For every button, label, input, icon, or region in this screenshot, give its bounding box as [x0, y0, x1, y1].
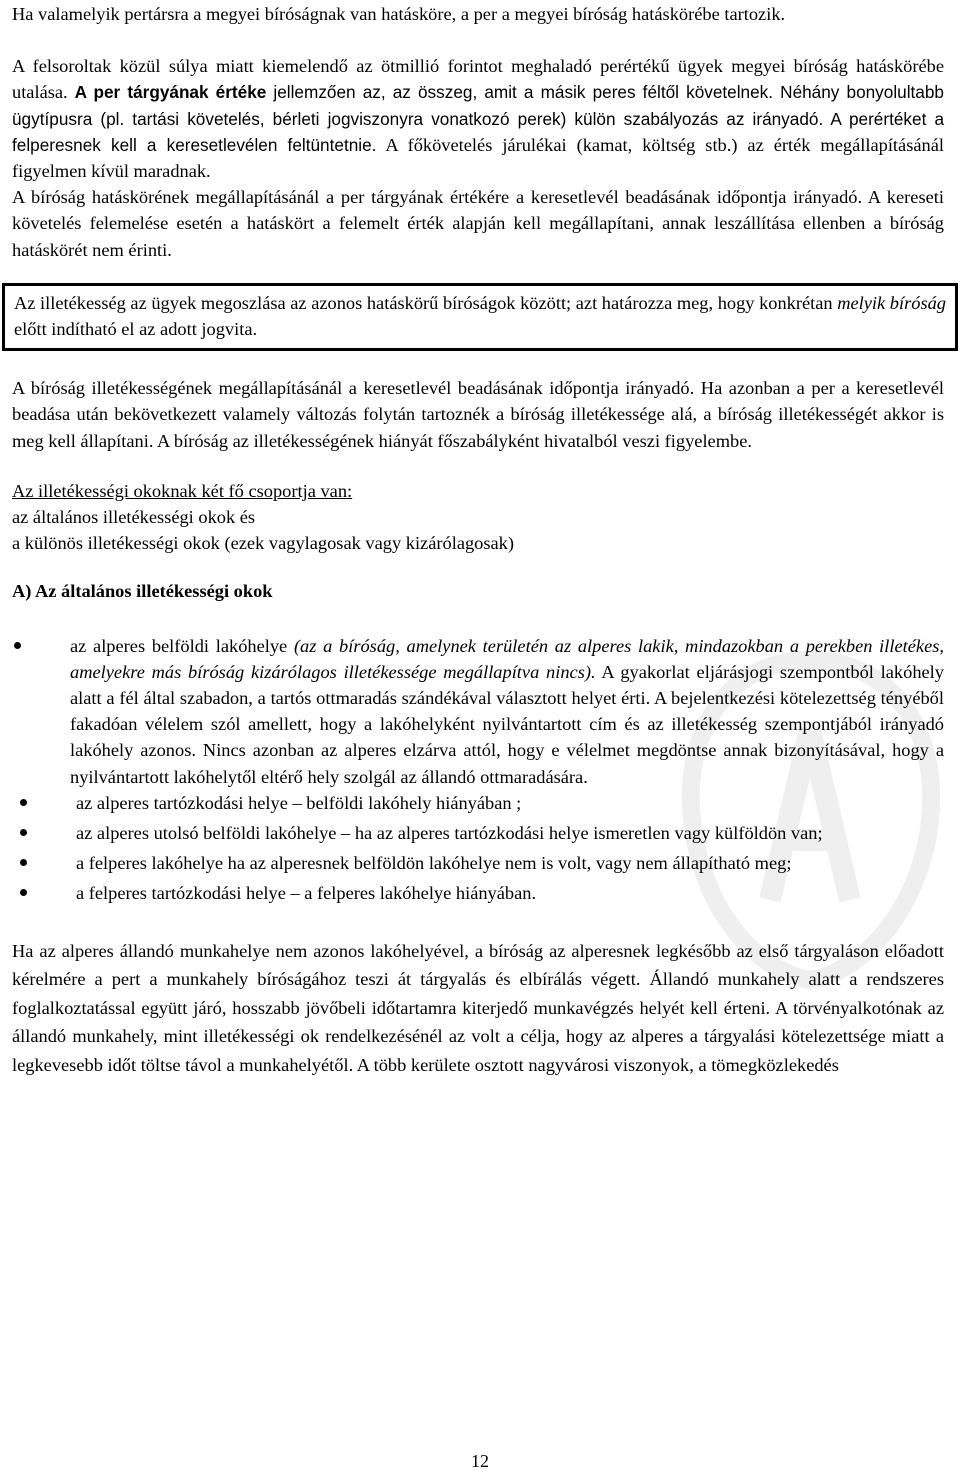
list-item: [12, 850, 944, 876]
paragraph-perertek: [12, 53, 944, 184]
groups-line-2: a különös illetékességi okok (ezek vagylagosak vagy kizárólagosak): [12, 533, 515, 554]
bullet-dot-icon: [20, 859, 27, 866]
paragraph-hataskor: A bíróság hatáskörének megállapításánál a per tárgyának értékére a keresetlevél beadásának időpontja irányadó. A kereseti követelés felemelése esetén a hatáskört a felemelt érték alapján kell megállapítani, annak leszállítása ellenben a bíróság hatáskörét nem érinti.: [12, 187, 944, 260]
groups-line-1: az általános illetékességi okok és: [12, 507, 256, 528]
definition-text: [14, 290, 946, 342]
list-item: [12, 880, 944, 906]
list-item-text: a felperes tartózkodási helye – a felperes lakóhelye hiányában.: [76, 883, 537, 904]
paragraph-perertek-s2: jellemzően az, az összeg, amit a másik peres féltől követelnek. Néhány bonyolultabb ügytípusra (pl. tartási követelés, bérleti jogviszonyra vonatkozó perek) külön szabályozás az irányadó. A perértéket a felperesnek kell a keresetlevélen feltüntetnie.: [12, 82, 944, 155]
paragraph-perertek-s1: A felsoroltak közül súlya miatt kiemelendő az ötmillió forintot meghaladó perértékű ügyek megyei bíróság hatáskörébe utalása.: [12, 56, 944, 103]
paragraph-illetekesseg: A bíróság illetékességének megállapításánál a keresetlevél beadásának időpontja irányadó. Ha azonban a per a keresetlevél beadása után bekövetkezett valamely változás folytán tartoznék a bíróság illetékessége alá, a bíróság illetékességét akkor is meg kell állapítani. A bíróság az illetékességének hiányát főszabályként hivatalból veszi figyelembe.: [12, 378, 944, 451]
list-item-lead: az alperes belföldi lakóhelye: [70, 635, 294, 656]
bullet-list: [12, 633, 944, 907]
bullet-dot-icon: [20, 889, 27, 896]
paragraph-intro: Ha valamelyik pertársra a megyei bíróságnak van hatásköre, a per a megyei bíróság hatáskörébe tartozik.: [12, 4, 786, 24]
list-item: [12, 790, 944, 816]
bullet-dot-icon: [20, 799, 27, 806]
list-item: [12, 820, 944, 846]
list-item: [12, 633, 944, 790]
list-item-rest: A gyakorlat eljárásjogi szempontból lakóhely alatt a fél által szabadon, a tartós ottmaradás szándékával választott helyet érti. A bejelentkezési kötelezettség tényéből fakadóan vélelem szól amellett, hogy a lakóhelyként nyilvántartott cím és az illetékesség szempontjából irányadó lakóhely azonos. Nincs azonban az alperes elzárva attól, hogy e vélelmet megdöntse annak bizonyításával, hogy a nyilvántartott lakóhelytől eltérő hely szolgál az állandó ottmaradására.: [70, 661, 944, 787]
list-item-text: a felperes lakóhelye ha az alperesnek belföldön lakóhelye nem is volt, vagy nem állapítható meg;: [76, 853, 792, 874]
page-number: 12: [471, 1451, 489, 1471]
list-item-text: az alperes tartózkodási helye – belföldi lakóhely hiányában ;: [76, 792, 522, 813]
bullet-dot-icon: [20, 829, 27, 836]
document-page: [12, 0, 944, 1080]
paragraph-munkahely: Ha az alperes állandó munkahelye nem azonos lakóhelyével, a bíróság az alperesnek legkésőbb az első tárgyaláson előadott kérelmére a pert a munkahely bíróságához teszi át tárgyalás és elbírálás végett. Állandó munkahely alatt a rendszeres foglalkoztatással együtt járó, hosszabb jövőbeli időtartamra kiterjedő munkavégzés helyét kell érteni. A törvényalkotónak az állandó munkahely, mint illetékességi ok rendelkezésénél az volt a célja, hogy az alperes a tárgyalási kötelezettsége miatt a legkevesebb időt töltse távol a munkahelyétől. A több kerülete osztott nagyvárosi viszonyok, a tömegközlekedés: [12, 940, 944, 1076]
paragraph-perertek-s3: A főkövetelés járulékai (kamat, költség stb.) az érték megállapításánál figyelmen kívül maradnak.: [12, 134, 944, 182]
groups-title: Az illetékességi okoknak két fő csoportja van:: [12, 480, 353, 501]
paragraph-perertek-bold: A per tárgyának értéke: [74, 82, 267, 103]
section-heading-a: A) Az általános illetékességi okok: [12, 581, 273, 602]
list-item-text: az alperes utolsó belföldi lakóhelye – ha az alperes tartózkodási helye ismeretlen vagy külföldön van;: [76, 823, 823, 844]
definition-text-part: Az illetékesség az ügyek megoszlása az azonos hatáskörű bíróságok között; azt határozza meg, hogy konkrétan: [14, 292, 838, 313]
definition-box: [2, 283, 958, 351]
definition-text-end: előtt indítható el az adott jogvita.: [14, 319, 258, 340]
bullet-dot-icon: [14, 642, 21, 649]
list-item-italic: (az a bíróság, amelynek területén az alperes lakik, mindazokban a perekben illetékes, amelyekre más bíróság kizárólagos illetékessége megállapítva nincs).: [70, 635, 944, 682]
definition-italic: melyik bíróság: [837, 292, 946, 313]
